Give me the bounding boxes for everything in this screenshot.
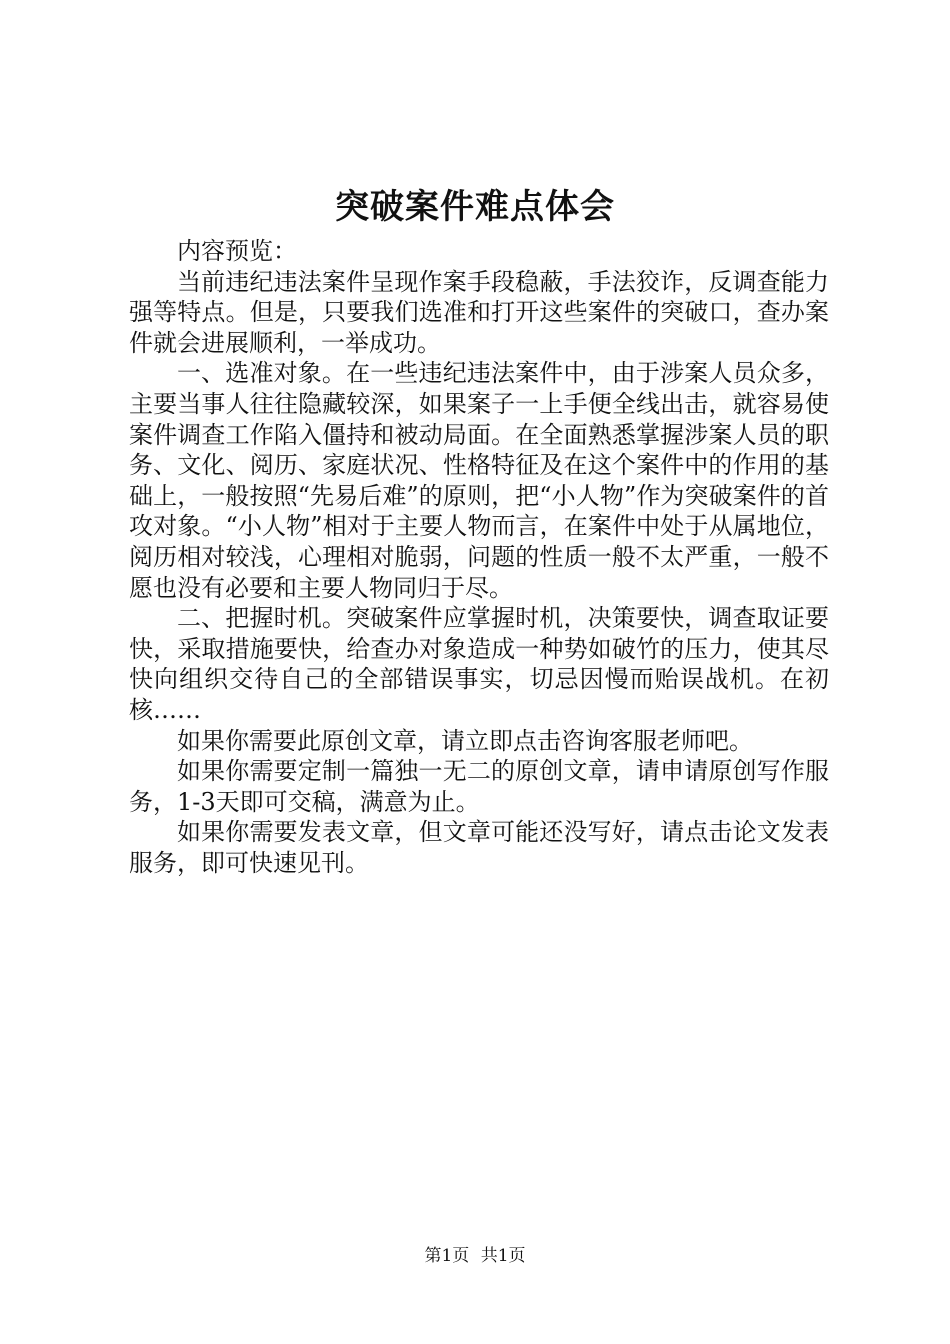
paragraph-promo-custom: 如果你需要定制一篇独一无二的原创文章，请申请原创写作服务，1-3天即可交稿，满意为止。 [129, 757, 829, 816]
page-number-total: 共1页 [480, 1246, 526, 1266]
paragraph-select-target: 一、选准对象。在一些违纪违法案件中，由于涉案人员众多，主要当事人往往隐藏较深，如果案子一上手便全线出击，就容易使案件调查工作陷入僵持和被动局面。在全面熟悉掌握涉案人员的职务、文化、阅历、家庭状况、性格特征及在这个案件中的作用的基础上，一般按照“先易后难”的原则，把“小人物”作为突破案件的首攻对象。“小人物”相对于主要人物而言，在案件中处于从属地位，阅历相对较浅，心理相对脆弱，问题的性质一般不太严重，一般不愿也没有必要和主要人物同归于尽。 [129, 359, 829, 602]
document-title: 突破案件难点体会 [335, 187, 615, 227]
document-body [129, 236, 829, 878]
paragraph-seize-timing: 二、把握时机。突破案件应掌握时机，决策要快，调查取证要快，采取措施要快，给查办对象造成一种势如破竹的压力，使其尽快向组织交待自己的全部错误事实，切忌因慢而贻误战机。在初核…… [129, 604, 829, 724]
paragraph-promo-original: 如果你需要此原创文章，请立即点击咨询客服老师吧。 [177, 726, 753, 755]
preview-label: 内容预览： [177, 237, 297, 265]
paragraph-promo-publish: 如果你需要发表文章，但文章可能还没写好，请点击论文发表服务，即可快速见刊。 [129, 818, 829, 877]
paragraph-intro: 当前违纪违法案件呈现作案手段稳蔽，手法狡诈，反调查能力强等特点。但是，只要我们选准和打开这些案件的突破口，查办案件就会进展顺利，一举成功。 [129, 267, 829, 357]
page-footer [0, 1244, 950, 1268]
page-number-current: 第1页 [424, 1246, 470, 1266]
